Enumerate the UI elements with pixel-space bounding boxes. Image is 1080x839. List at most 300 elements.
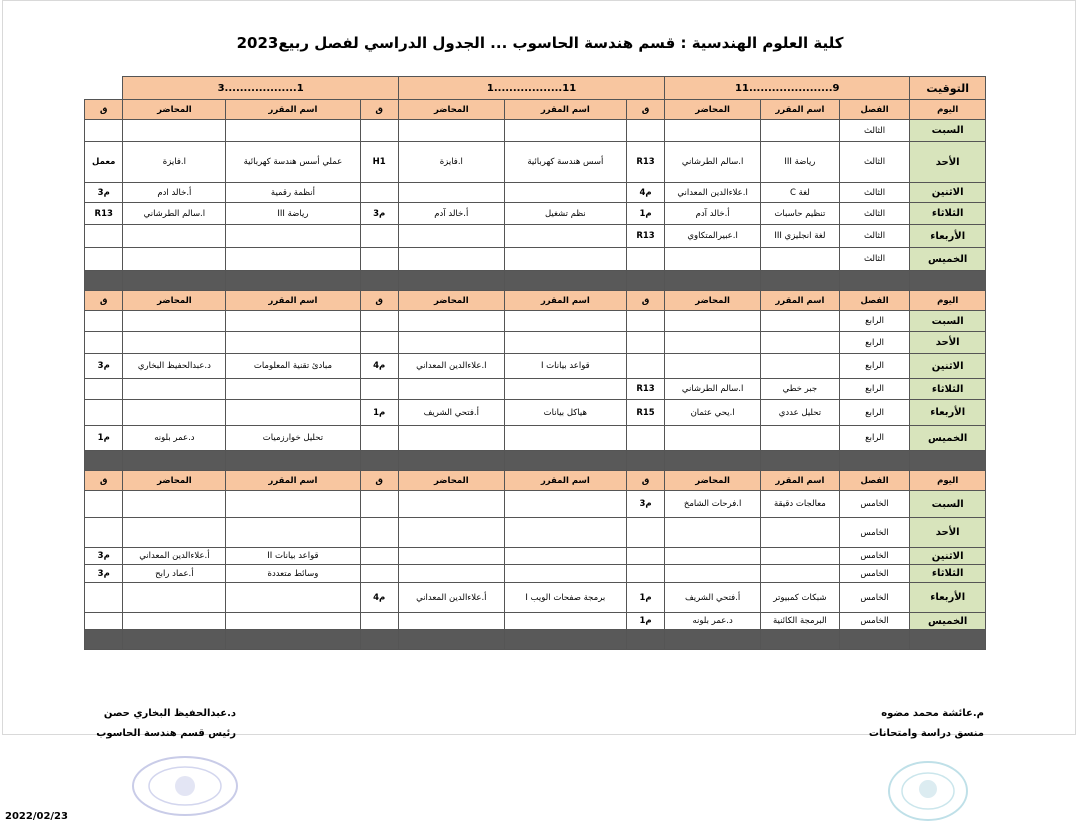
course-cell: وسائط متعددة [226, 565, 360, 583]
course-cell: تحليل عددي [761, 400, 840, 426]
table-row [85, 400, 986, 426]
lecturer-cell [398, 332, 504, 354]
course-cell: رياضة III [761, 142, 840, 183]
course-cell: برمجة صفحات الويب I [504, 583, 626, 613]
room-cell [85, 248, 123, 271]
lecturer-cell [123, 400, 226, 426]
course-cell: قواعد بيانات II [226, 548, 360, 565]
lecturer-cell [665, 354, 761, 379]
room-cell [360, 491, 398, 518]
lecturer-header: المحاضر [398, 100, 504, 120]
day-cell: الأربعاء [910, 583, 986, 613]
lecturer-cell [123, 491, 226, 518]
room-header: ق [85, 291, 123, 311]
table-row [85, 491, 986, 518]
lecturer-cell: أ.فتحي الشريف [665, 583, 761, 613]
class-cell: الثالث [839, 203, 910, 225]
lecturer-cell: أ.علاءالدين المعداني [398, 583, 504, 613]
room-cell [626, 311, 664, 332]
separator-cell [910, 271, 986, 291]
day-cell: الأربعاء [910, 225, 986, 248]
course-cell: مبادئ تقنية المعلومات [226, 354, 360, 379]
room-cell [626, 565, 664, 583]
day-header: اليوم [910, 100, 986, 120]
separator-cell [839, 451, 910, 471]
course-cell [761, 518, 840, 548]
room-cell [360, 565, 398, 583]
room-cell [85, 491, 123, 518]
course-cell [504, 120, 626, 142]
course-cell [226, 311, 360, 332]
class-cell: الرابع [839, 426, 910, 451]
lecturer-cell [398, 565, 504, 583]
signature-head [96, 704, 236, 744]
lecturer-cell [398, 548, 504, 565]
room-cell: م3 [360, 203, 398, 225]
day-cell: الاثنين [910, 548, 986, 565]
room-cell [626, 518, 664, 548]
room-cell [360, 332, 398, 354]
separator-cell [85, 451, 123, 471]
table-row [85, 379, 986, 400]
course-cell [226, 225, 360, 248]
section-header-row [85, 100, 986, 120]
room-cell: R13 [626, 225, 664, 248]
room-cell: م3 [85, 548, 123, 565]
course-header: اسم المقرر [761, 100, 840, 120]
separator-cell [761, 630, 840, 650]
separator-cell [665, 271, 761, 291]
lecturer-cell: د.عبدالحفيظ البخاري [123, 354, 226, 379]
table-row [85, 142, 986, 183]
lecturer-cell: أ.خالد آدم [398, 203, 504, 225]
room-cell: م1 [85, 426, 123, 451]
course-cell [504, 565, 626, 583]
course-header: اسم المقرر [761, 291, 840, 311]
separator-cell [504, 451, 626, 471]
room-cell [360, 426, 398, 451]
room-cell [626, 354, 664, 379]
day-cell: الأحد [910, 142, 986, 183]
lecturer-cell [665, 426, 761, 451]
course-cell [761, 120, 840, 142]
separator-cell [360, 630, 398, 650]
lecturer-cell [665, 548, 761, 565]
table-row [85, 203, 986, 225]
room-cell: م1 [626, 613, 664, 630]
head-role: رئيس قسم هندسة الحاسوب [96, 728, 236, 739]
room-cell: م4 [360, 354, 398, 379]
lecturer-cell: ا.عبيرالمتكاوي [665, 225, 761, 248]
course-cell: نظم تشغيل [504, 203, 626, 225]
room-cell [85, 311, 123, 332]
lecturer-cell [398, 225, 504, 248]
lecturer-cell: د.عمر بلونه [665, 613, 761, 630]
course-cell [504, 225, 626, 248]
room-cell [360, 248, 398, 271]
course-cell [761, 548, 840, 565]
day-cell: الأحد [910, 332, 986, 354]
room-header: ق [360, 291, 398, 311]
day-cell: السبت [910, 491, 986, 518]
coordinator-name: م.عائشة محمد مضوه [881, 708, 984, 719]
lecturer-cell [123, 225, 226, 248]
course-cell [226, 613, 360, 630]
separator-cell [761, 271, 840, 291]
lecturer-cell: ا.فايزة [398, 142, 504, 183]
day-cell: الخميس [910, 426, 986, 451]
course-cell: لغة انجليزي III [761, 225, 840, 248]
course-cell [761, 311, 840, 332]
timing-label: التوقيت [910, 77, 986, 100]
room-cell [360, 183, 398, 203]
day-header: اليوم [910, 471, 986, 491]
table-row [85, 426, 986, 451]
day-cell: الخميس [910, 613, 986, 630]
separator-cell [626, 271, 664, 291]
lecturer-cell [665, 120, 761, 142]
course-cell: رياضة III [226, 203, 360, 225]
course-cell: تحليل خوارزميات [226, 426, 360, 451]
lecturer-header: المحاضر [665, 100, 761, 120]
separator-cell [226, 630, 360, 650]
lecturer-cell [398, 518, 504, 548]
course-cell [761, 332, 840, 354]
course-cell [226, 518, 360, 548]
room-cell: م3 [85, 183, 123, 203]
day-cell: الأحد [910, 518, 986, 548]
table-row [85, 354, 986, 379]
course-cell [504, 183, 626, 203]
class-cell: الثالث [839, 248, 910, 271]
class-header: الفصل [839, 471, 910, 491]
course-header: اسم المقرر [504, 291, 626, 311]
separator-cell [226, 451, 360, 471]
separator-cell [398, 271, 504, 291]
room-header: ق [626, 291, 664, 311]
course-header: اسم المقرر [226, 291, 360, 311]
lecturer-cell [123, 379, 226, 400]
lecturer-cell [398, 379, 504, 400]
lecturer-cell: ا.علاءالدين المعداني [665, 183, 761, 203]
course-cell [226, 120, 360, 142]
course-cell: أنظمة رقمية [226, 183, 360, 203]
lecturer-cell [398, 426, 504, 451]
separator-cell [123, 271, 226, 291]
separator-cell [504, 630, 626, 650]
class-header: الفصل [839, 291, 910, 311]
lecturer-cell: ا.سالم الطرشاني [123, 203, 226, 225]
separator-cell [839, 271, 910, 291]
separator-cell [85, 630, 123, 650]
course-cell: عملي أسس هندسة كهربائية [226, 142, 360, 183]
room-cell [626, 120, 664, 142]
course-cell [504, 548, 626, 565]
room-cell [360, 311, 398, 332]
separator-cell [839, 630, 910, 650]
separator-cell [761, 451, 840, 471]
lecturer-cell [123, 248, 226, 271]
room-cell: م3 [85, 354, 123, 379]
class-cell: الخامس [839, 583, 910, 613]
separator-cell [123, 451, 226, 471]
registration-stamp [886, 760, 970, 822]
lecturer-cell: أ.فتحي الشريف [398, 400, 504, 426]
room-cell: م1 [360, 400, 398, 426]
separator-row [85, 451, 986, 471]
room-cell [85, 332, 123, 354]
lecturer-header: المحاضر [123, 100, 226, 120]
room-cell: م1 [626, 203, 664, 225]
room-cell [85, 379, 123, 400]
room-cell [360, 613, 398, 630]
course-header: اسم المقرر [504, 471, 626, 491]
room-header: ق [626, 100, 664, 120]
day-cell: الاثنين [910, 183, 986, 203]
separator-cell [123, 630, 226, 650]
course-cell [761, 565, 840, 583]
day-cell: السبت [910, 311, 986, 332]
course-cell [226, 491, 360, 518]
course-cell [504, 613, 626, 630]
day-header: اليوم [910, 291, 986, 311]
separator-cell [398, 451, 504, 471]
separator-cell [226, 271, 360, 291]
separator-cell [504, 271, 626, 291]
lecturer-cell: أ.عماد رابح [123, 565, 226, 583]
class-cell: الرابع [839, 400, 910, 426]
course-cell [504, 518, 626, 548]
class-cell: الرابع [839, 311, 910, 332]
lecturer-header: المحاضر [665, 291, 761, 311]
room-header: ق [85, 100, 123, 120]
lecturer-cell: ا.سالم الطرشاني [665, 142, 761, 183]
lecturer-cell [665, 518, 761, 548]
room-cell [360, 548, 398, 565]
separator-row [85, 271, 986, 291]
lecturer-cell [398, 491, 504, 518]
day-cell: الخميس [910, 248, 986, 271]
lecturer-cell [123, 613, 226, 630]
separator-cell [360, 271, 398, 291]
day-cell: السبت [910, 120, 986, 142]
table-row [85, 518, 986, 548]
room-cell [626, 248, 664, 271]
course-cell [226, 379, 360, 400]
day-cell: الثلاثاء [910, 379, 986, 400]
lecturer-cell [398, 183, 504, 203]
lecturer-cell: أ.علاءالدين المعداني [123, 548, 226, 565]
course-header: اسم المقرر [504, 100, 626, 120]
lecturer-header: المحاضر [665, 471, 761, 491]
table-row [85, 548, 986, 565]
course-cell: البرمجة الكائنية [761, 613, 840, 630]
lecturer-cell: ا.علاءالدين المعداني [398, 354, 504, 379]
lecturer-cell [665, 565, 761, 583]
room-cell: م1 [626, 583, 664, 613]
class-cell: الخامس [839, 548, 910, 565]
separator-cell [910, 451, 986, 471]
course-cell [226, 332, 360, 354]
room-header: ق [360, 471, 398, 491]
course-header: اسم المقرر [226, 100, 360, 120]
lecturer-cell [398, 613, 504, 630]
schedule-table [84, 76, 986, 650]
course-cell [504, 426, 626, 451]
class-cell: الثالث [839, 183, 910, 203]
separator-cell [360, 451, 398, 471]
course-cell [761, 354, 840, 379]
separator-cell [398, 630, 504, 650]
lecturer-cell [665, 248, 761, 271]
class-cell: الثالث [839, 120, 910, 142]
lecturer-cell [123, 311, 226, 332]
room-cell: R13 [626, 142, 664, 183]
schedule-body [85, 77, 986, 650]
course-cell: تنظيم حاسبات [761, 203, 840, 225]
separator-cell [665, 630, 761, 650]
separator-cell [85, 271, 123, 291]
day-cell: الثلاثاء [910, 203, 986, 225]
course-cell [504, 491, 626, 518]
course-cell: جبر خطي [761, 379, 840, 400]
room-cell [85, 400, 123, 426]
room-cell [85, 613, 123, 630]
room-cell: R13 [85, 203, 123, 225]
lecturer-cell [665, 332, 761, 354]
room-cell: م3 [626, 491, 664, 518]
room-header: ق [85, 471, 123, 491]
lecturer-cell: ا.فايزة [123, 142, 226, 183]
slot-3: 1...................3 [123, 77, 398, 100]
room-header: ق [626, 471, 664, 491]
lecturer-cell: أ.خالد ادم [123, 183, 226, 203]
course-cell [504, 248, 626, 271]
section-header-row [85, 471, 986, 491]
room-cell [85, 120, 123, 142]
page-title: كلية العلوم الهندسية : قسم هندسة الحاسوب ... الجدول الدراسي لفصل ربيع2023 [236, 34, 844, 52]
course-cell [504, 332, 626, 354]
room-cell [360, 379, 398, 400]
class-cell: الثالث [839, 225, 910, 248]
room-cell: م4 [360, 583, 398, 613]
room-cell [360, 225, 398, 248]
course-header: اسم المقرر [226, 471, 360, 491]
room-cell [85, 518, 123, 548]
lecturer-cell [123, 583, 226, 613]
lecturer-header: المحاضر [398, 471, 504, 491]
lecturer-header: المحاضر [123, 291, 226, 311]
course-cell [761, 426, 840, 451]
room-cell [85, 583, 123, 613]
class-header: الفصل [839, 100, 910, 120]
course-cell: أسس هندسة كهربائية [504, 142, 626, 183]
room-cell [626, 426, 664, 451]
lecturer-cell: د.عمر بلونه [123, 426, 226, 451]
room-cell [360, 120, 398, 142]
course-header: اسم المقرر [761, 471, 840, 491]
department-stamp [130, 755, 240, 817]
table-row [85, 332, 986, 354]
separator-cell [626, 451, 664, 471]
class-cell: الرابع [839, 379, 910, 400]
room-cell: R15 [626, 400, 664, 426]
signature-coordinator [869, 704, 984, 744]
lecturer-cell [398, 311, 504, 332]
coordinator-role: منسق دراسة وامتحانات [868, 728, 984, 739]
table-row [85, 225, 986, 248]
separator-cell [626, 630, 664, 650]
table-row [85, 311, 986, 332]
timing-header-row [85, 77, 986, 100]
separator-cell [665, 451, 761, 471]
class-cell: الخامس [839, 491, 910, 518]
table-row [85, 565, 986, 583]
lecturer-cell [398, 120, 504, 142]
head-name: د.عبدالحفيظ البخاري حصن [103, 708, 236, 719]
room-header: ق [360, 100, 398, 120]
lecturer-cell [123, 332, 226, 354]
table-row [85, 120, 986, 142]
course-cell [226, 583, 360, 613]
table-row [85, 248, 986, 271]
course-cell: هياكل بيانات [504, 400, 626, 426]
course-cell [504, 379, 626, 400]
lecturer-header: المحاضر [398, 291, 504, 311]
class-cell: الخامس [839, 565, 910, 583]
lecturer-cell [123, 518, 226, 548]
room-cell: R13 [626, 379, 664, 400]
lecturer-cell [398, 248, 504, 271]
day-cell: الثلاثاء [910, 565, 986, 583]
section-header-row [85, 291, 986, 311]
class-cell: الرابع [839, 354, 910, 379]
class-cell: الثالث [839, 142, 910, 183]
room-cell [626, 332, 664, 354]
class-cell: الخامس [839, 613, 910, 630]
lecturer-cell: ا.يحي عثمان [665, 400, 761, 426]
room-cell: م4 [626, 183, 664, 203]
slot-1: 9......................11 [665, 77, 910, 100]
class-cell: الرابع [839, 332, 910, 354]
room-cell: H1 [360, 142, 398, 183]
separator-cell [910, 630, 986, 650]
course-cell [226, 248, 360, 271]
course-cell [226, 400, 360, 426]
course-cell: لغة C [761, 183, 840, 203]
class-cell: الخامس [839, 518, 910, 548]
room-cell: م3 [85, 565, 123, 583]
slot-2: 11..................1 [398, 77, 664, 100]
room-cell: معمل [85, 142, 123, 183]
lecturer-cell [665, 311, 761, 332]
day-cell: الاثنين [910, 354, 986, 379]
lecturer-header: المحاضر [123, 471, 226, 491]
course-cell [761, 248, 840, 271]
room-cell [85, 225, 123, 248]
room-cell [626, 548, 664, 565]
table-row [85, 183, 986, 203]
room-cell [360, 518, 398, 548]
lecturer-cell: أ.خالد آدم [665, 203, 761, 225]
separator-row [85, 630, 986, 650]
table-row [85, 613, 986, 630]
day-cell: الأربعاء [910, 400, 986, 426]
course-cell: معالجات دقيقة [761, 491, 840, 518]
lecturer-cell [123, 120, 226, 142]
course-cell: شبكات كمبيوتر [761, 583, 840, 613]
lecturer-cell: ا.سالم الطرشاني [665, 379, 761, 400]
